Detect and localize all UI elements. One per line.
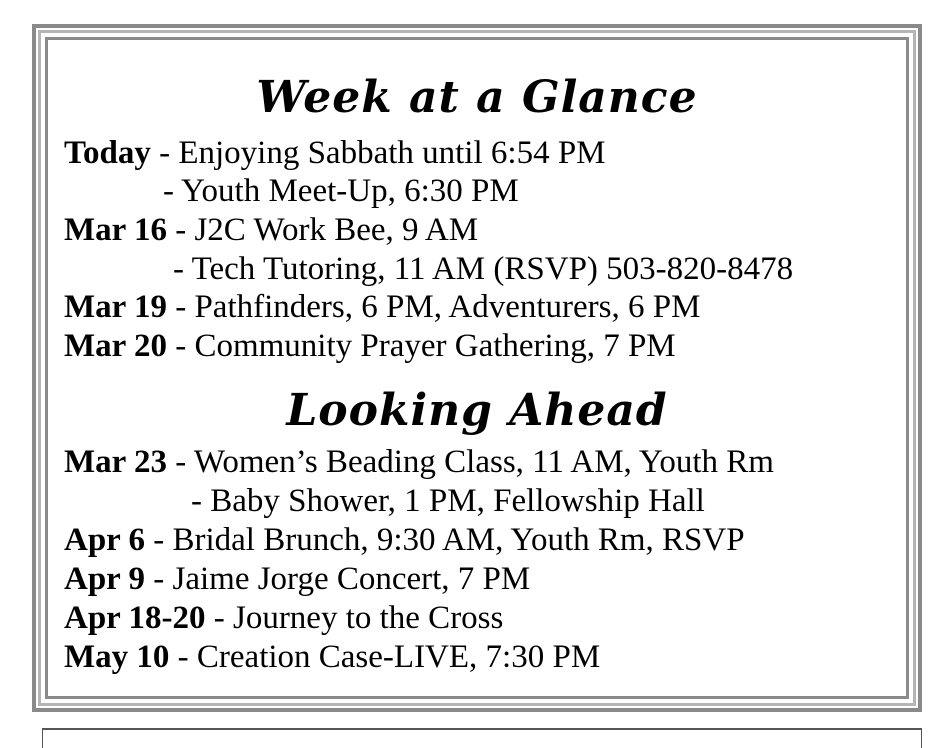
event-date: Mar 16 xyxy=(64,212,167,248)
event-text: - Enjoying Sabbath until 6:54 PM xyxy=(150,135,606,171)
event-line xyxy=(163,172,519,211)
event-text: - Tech Tutoring, 11 AM (RSVP) 503-820-8478 xyxy=(173,251,794,287)
event-date: Apr 18-20 xyxy=(64,600,206,636)
event-text: - Pathfinders, 6 PM, Adventurers, 6 PM xyxy=(166,289,701,325)
looking-ahead-heading: Looking Ahead xyxy=(286,385,668,436)
event-date: Mar 23 xyxy=(64,444,167,480)
event-date: May 10 xyxy=(64,639,170,675)
event-line xyxy=(173,250,793,289)
event-text: - Youth Meet-Up, 6:30 PM xyxy=(163,173,519,209)
event-line xyxy=(64,211,478,250)
week-at-a-glance-heading: Week at a Glance xyxy=(256,72,698,123)
event-line xyxy=(64,638,600,677)
event-date: Apr 9 xyxy=(64,561,145,597)
event-line xyxy=(64,560,530,599)
event-line xyxy=(64,521,745,560)
event-line xyxy=(64,443,774,482)
event-text: - Journey to the Cross xyxy=(205,600,504,636)
event-line xyxy=(64,599,503,638)
event-text: - Baby Shower, 1 PM, Fellowship Hall xyxy=(191,483,705,519)
event-date: Apr 6 xyxy=(64,522,145,558)
event-text: - Women’s Beading Class, 11 AM, Youth Rm xyxy=(166,444,774,480)
event-date: Today xyxy=(64,135,151,171)
event-text: - J2C Work Bee, 9 AM xyxy=(166,212,479,248)
event-text: - Bridal Brunch, 9:30 AM, Youth Rm, RSVP xyxy=(145,522,745,558)
next-section-box xyxy=(42,728,922,748)
event-date: Mar 20 xyxy=(64,328,167,364)
event-line xyxy=(64,288,700,327)
event-text: - Community Prayer Gathering, 7 PM xyxy=(166,328,676,364)
event-line xyxy=(191,482,705,521)
event-date: Mar 19 xyxy=(64,289,167,325)
event-text: - Jaime Jorge Concert, 7 PM xyxy=(145,561,531,597)
event-line xyxy=(64,327,676,366)
event-line xyxy=(64,134,606,173)
event-text: - Creation Case-LIVE, 7:30 PM xyxy=(169,639,601,675)
